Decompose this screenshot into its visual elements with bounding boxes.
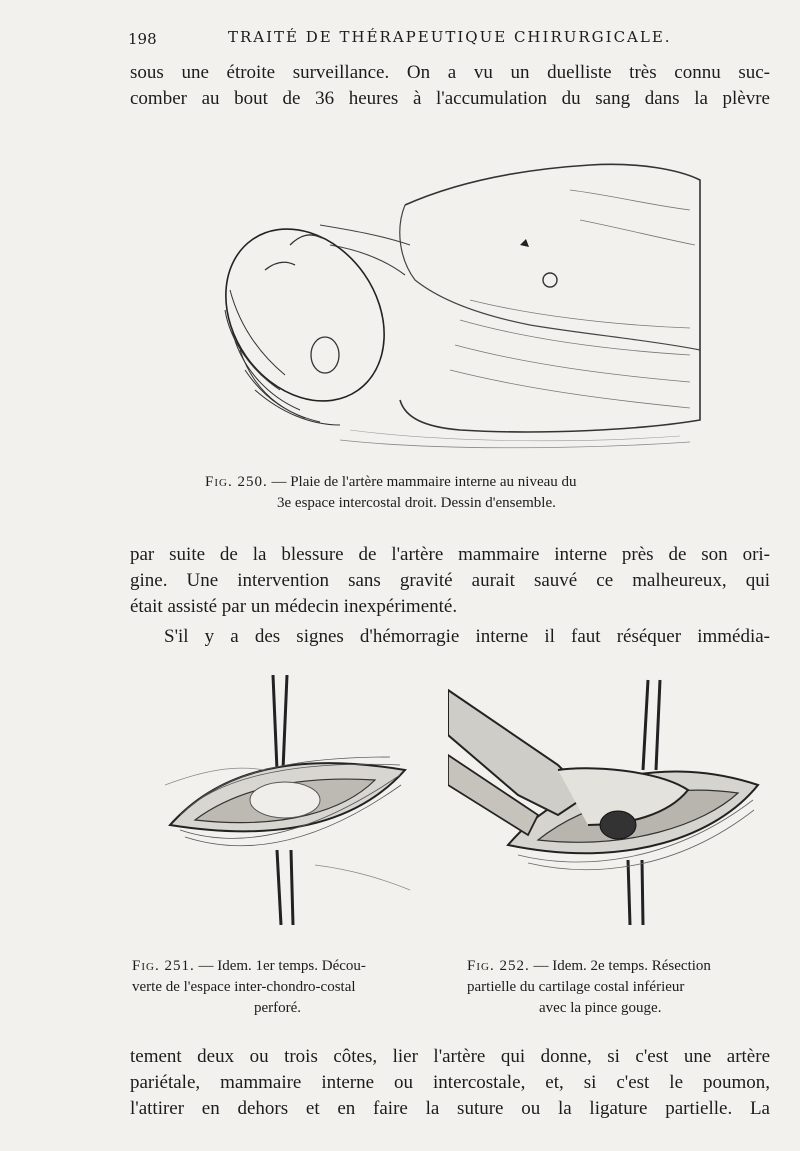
caption-text: — Idem. 1er temps. Décou- bbox=[194, 958, 366, 974]
text-line: comber au bout de 36 heures à l'accumulation du sang dans la plèvre bbox=[130, 88, 770, 109]
figure-label: Fig. 250. bbox=[205, 474, 268, 490]
figure-252-caption bbox=[467, 956, 787, 1019]
paragraph-3 bbox=[130, 624, 770, 650]
figure-252-illustration bbox=[448, 675, 763, 925]
page-number: 198 bbox=[128, 30, 157, 48]
figure-251-caption bbox=[132, 956, 442, 1019]
caption-text: perforé. bbox=[254, 1000, 302, 1016]
paragraph-4 bbox=[130, 1044, 770, 1122]
caption-text: — Idem. 2e temps. Résection bbox=[529, 958, 711, 974]
caption-text: — Plaie de l'artère mammaire interne au niveau du bbox=[267, 474, 577, 490]
figure-label: Fig. 252. bbox=[467, 958, 530, 974]
text-line: par suite de la blessure de l'artère mammaire interne près de son ori- bbox=[130, 544, 770, 565]
text-line: était assisté par un médecin inexpérimenté. bbox=[130, 596, 458, 617]
text-line: pariétale, mammaire interne ou intercostale, et, si c'est le poumon, bbox=[130, 1072, 770, 1093]
running-title: TRAITÉ DE THÉRAPEUTIQUE CHIRURGICALE. bbox=[228, 28, 672, 46]
caption-text: verte de l'espace inter-chondro-costal bbox=[132, 979, 356, 995]
text-line: l'attirer en dehors et en faire la suture ou la ligature partielle. La bbox=[130, 1098, 770, 1119]
caption-text: avec la pince gouge. bbox=[539, 1000, 662, 1016]
text-line: sous une étroite surveillance. On a vu un duelliste très connu suc- bbox=[130, 62, 770, 83]
text-line: S'il y a des signes d'hémorragie interne il faut réséquer immédia- bbox=[164, 626, 770, 647]
caption-text: partielle du cartilage costal inférieur bbox=[467, 979, 685, 995]
text-line: tement deux ou trois côtes, lier l'artère qui donne, si c'est une artère bbox=[130, 1046, 770, 1067]
figure-250-caption bbox=[205, 472, 705, 514]
text-line: gine. Une intervention sans gravité aurait sauvé ce malheureux, qui bbox=[130, 570, 770, 591]
figure-label: Fig. 251. bbox=[132, 958, 195, 974]
figure-251-illustration bbox=[165, 675, 415, 925]
paragraph-2 bbox=[130, 542, 770, 620]
figure-250-illustration bbox=[210, 150, 710, 460]
caption-text: 3e espace intercostal droit. Dessin d'ensemble. bbox=[277, 495, 556, 511]
paragraph-1 bbox=[130, 60, 770, 112]
